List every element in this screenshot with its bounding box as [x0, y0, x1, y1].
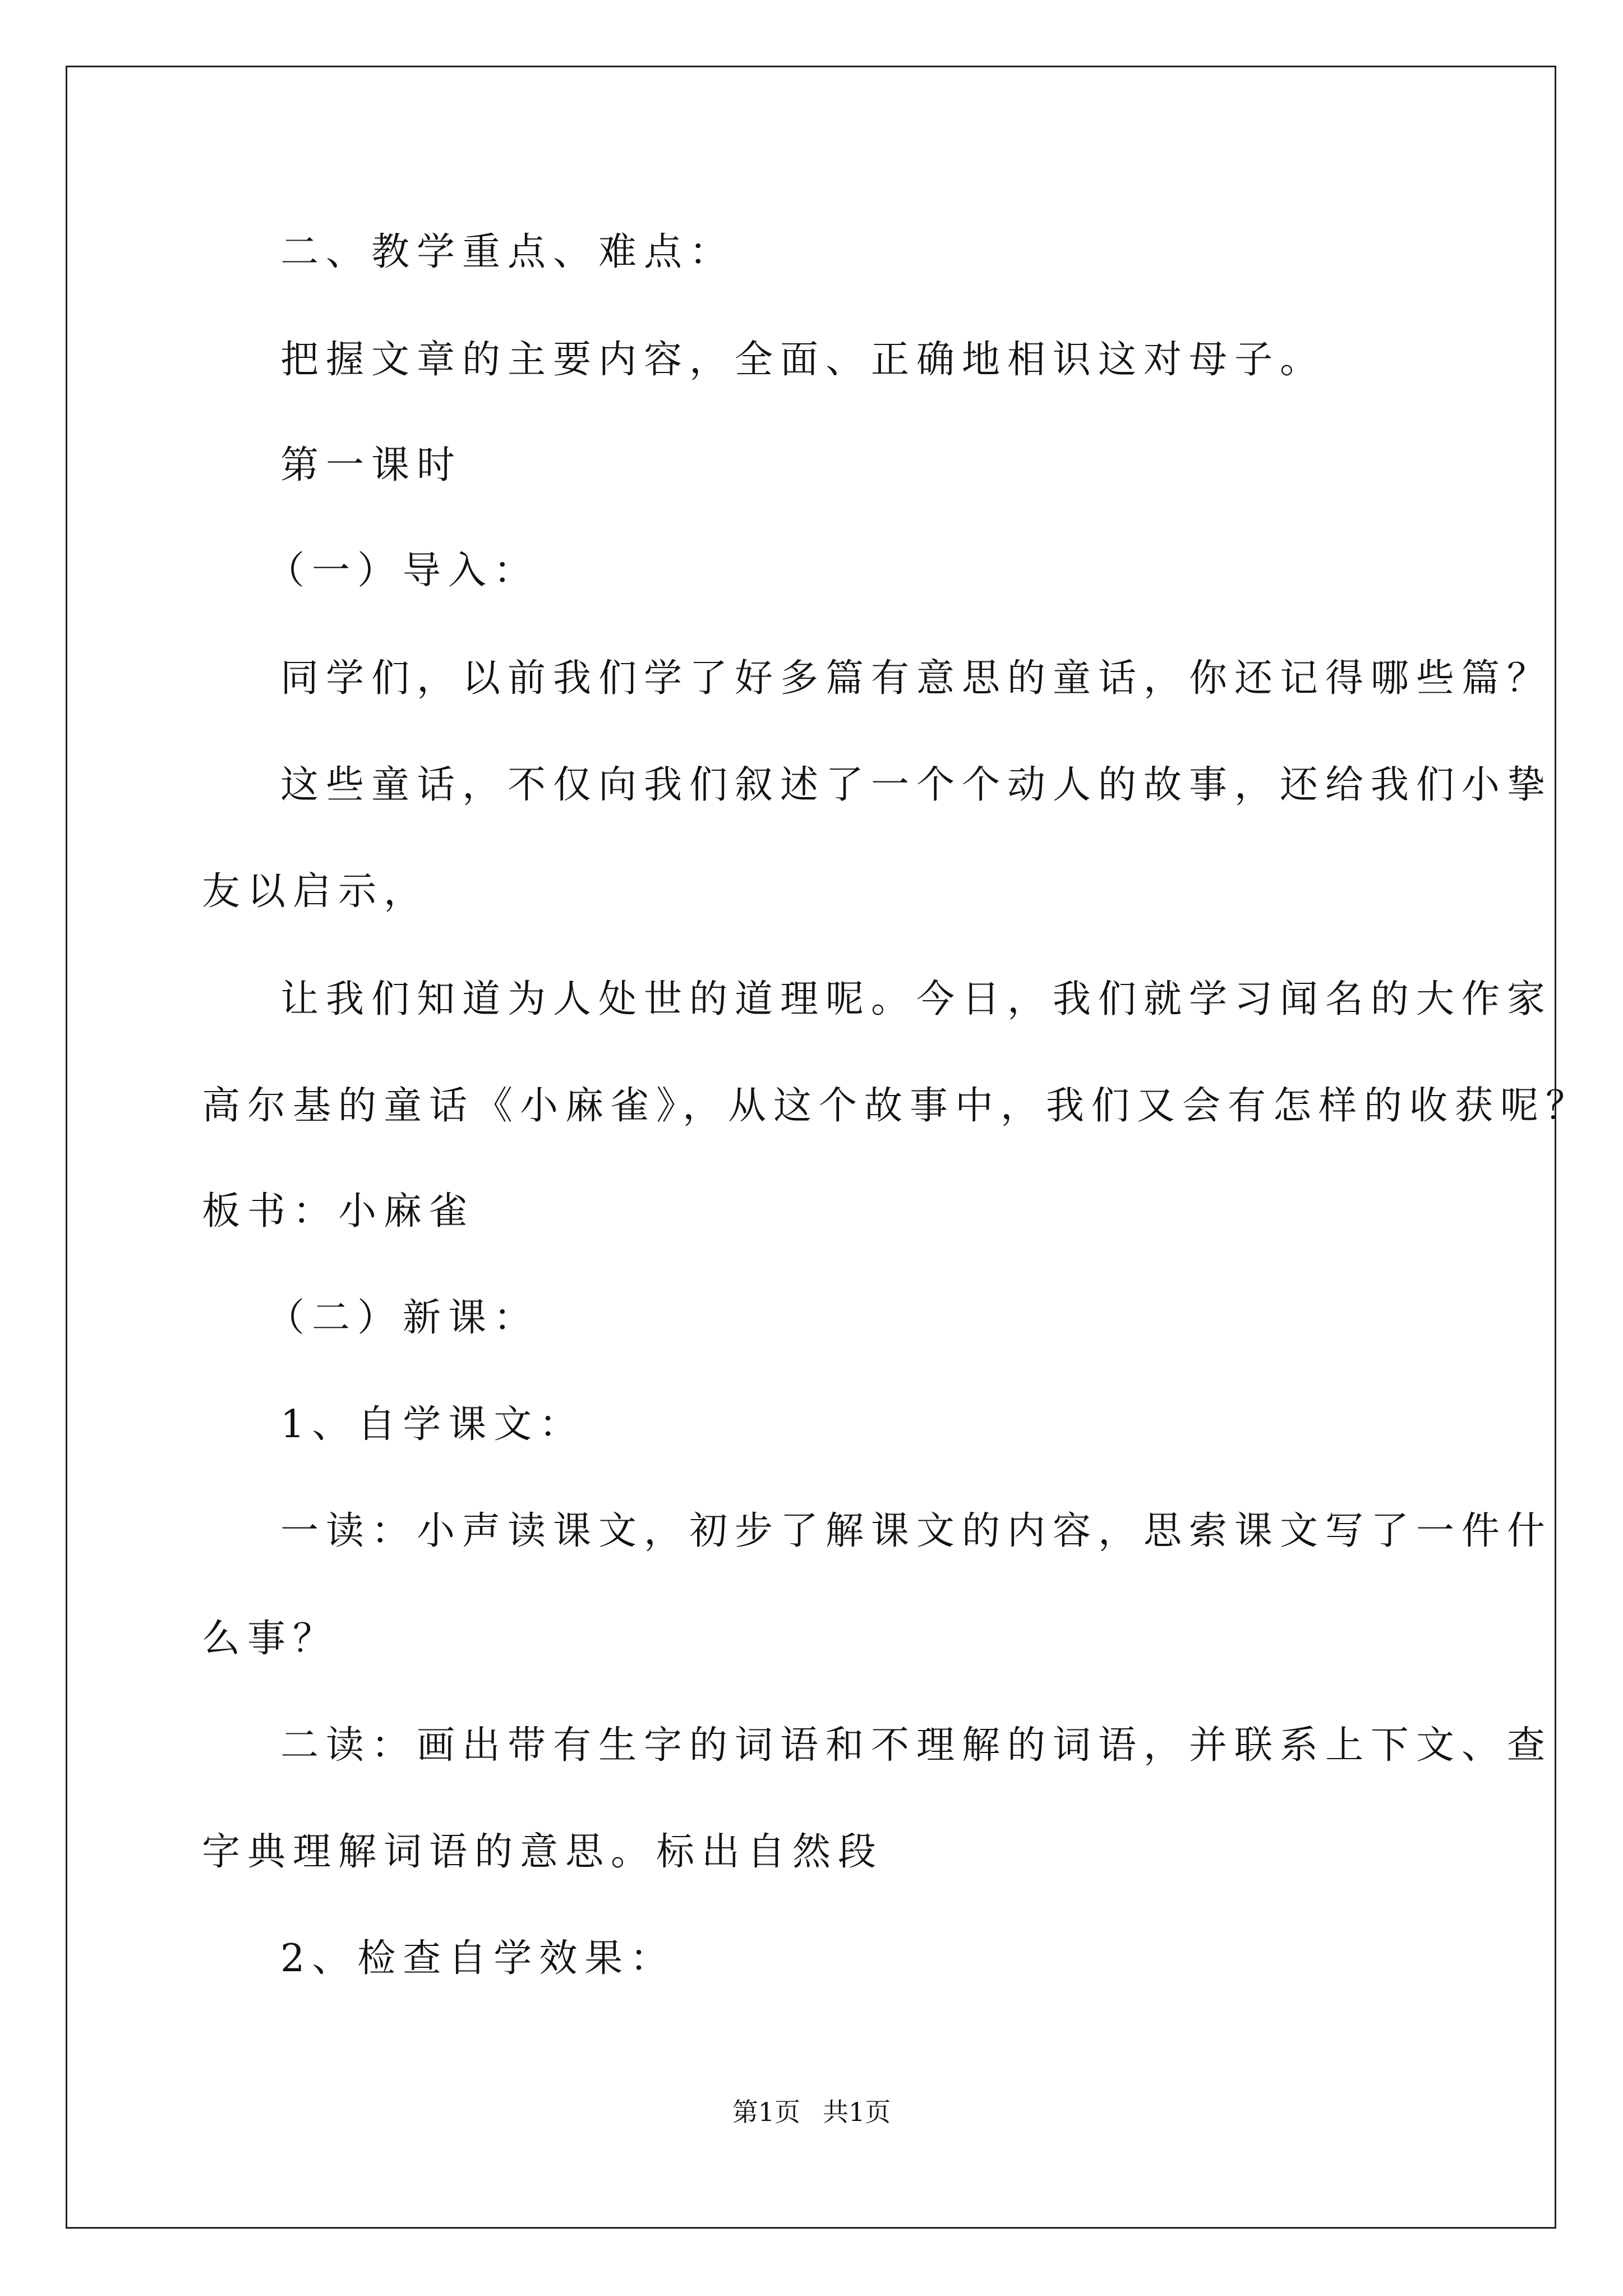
paragraph-gorky-line1: 让我们知道为人处世的道理呢。今日，我们就学习闻名的大作家 [280, 977, 1553, 1022]
heading-introduction: （一）导入： [266, 549, 540, 593]
paragraph-fairy-tales-line1: 这些童话，不仅向我们叙述了一个个动人的故事，还给我们小挚 [280, 763, 1553, 807]
paragraph-gorky-line2: 高尔基的童话《小麻雀》，从这个故事中，我们又会有怎样的收获呢？ [202, 1084, 1592, 1128]
paragraph-first-reading-line2: 么事？ [202, 1617, 339, 1661]
paragraph-second-reading-line2: 字典理解词语的意思。标出自然段 [202, 1830, 884, 1874]
paragraph-second-reading-line1: 二读：画出带有生字的词语和不理解的词语，并联系上下文、查 [280, 1723, 1553, 1768]
heading-first-lesson: 第一课时 [280, 443, 463, 487]
paragraph-blackboard: 板书：小麻雀 [202, 1189, 475, 1234]
heading-teaching-focus: 二、教学重点、难点： [280, 230, 735, 274]
paragraph-first-reading-line1: 一读：小声读课文，初步了解课文的内容，思索课文写了一件什 [280, 1509, 1553, 1553]
page-footer [0, 2095, 1623, 2129]
heading-self-study: 1、自学课文： [280, 1402, 585, 1447]
paragraph-fairy-tales-line2: 友以启示， [202, 869, 430, 914]
paragraph-intro-question: 同学们，以前我们学了好多篇有意思的童话，你还记得哪些篇？ [280, 656, 1553, 701]
heading-new-lesson: （二）新课： [266, 1296, 540, 1340]
paragraph-focus-content: 把握文章的主要内容，全面、正确地相识这对母子。 [280, 338, 1326, 382]
heading-check-results: 2、检查自学效果： [280, 1936, 676, 1981]
page-border [66, 66, 1556, 2229]
page-number-current: 第1页 [732, 2097, 800, 2127]
page-number-total: 共1页 [823, 2097, 891, 2127]
